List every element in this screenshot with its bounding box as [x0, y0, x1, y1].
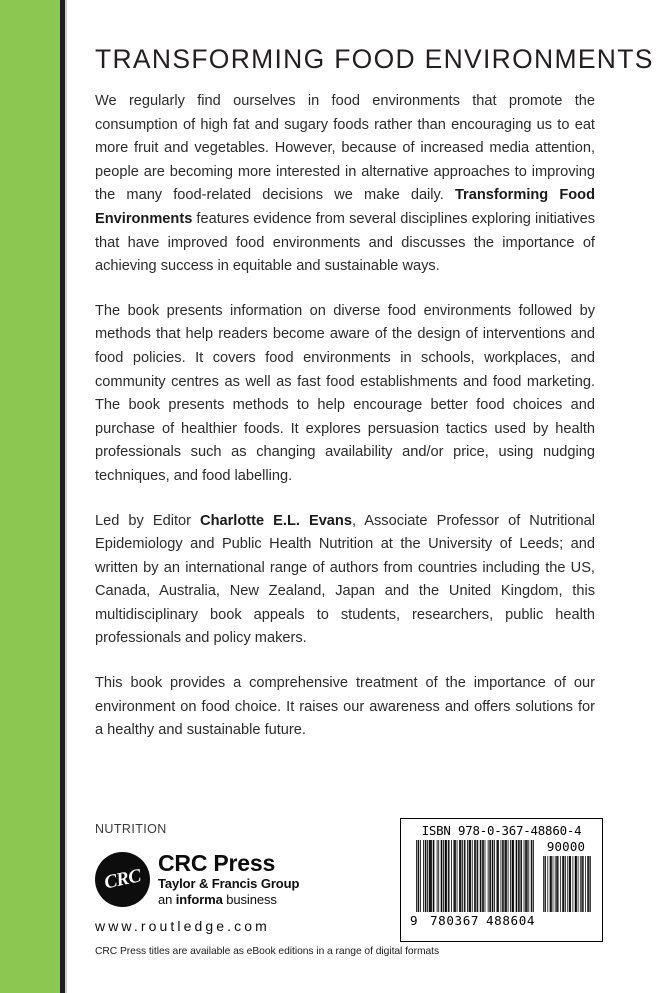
isbn-barcode-box	[400, 818, 603, 942]
barcode-addon-digits: 90000	[546, 839, 586, 854]
page-title: TRANSFORMING FOOD ENVIRONMENTS	[95, 44, 654, 74]
publisher-informa-line	[158, 892, 299, 908]
blurb-paragraph: We regularly find ourselves in food environments that promote the consumption of high fat and sugary foods rather than encouraging us to eat more fruit and vegetables. However, because of increased media attention, people are becoming more interested in alternative approaches to improving the many food-related decisions we make daily. Transforming Food Environments features evidence from several disciplines exploring initiatives that have improved food environments and discusses the importance of achieving success in equitable and sustainable ways.	[95, 93, 595, 275]
informa-prefix: an	[158, 892, 176, 907]
spine-green-strip	[0, 0, 60, 993]
barcode-right-group: 488604	[486, 913, 536, 928]
publisher-name: CRC Press	[158, 850, 276, 876]
publisher-website[interactable]: www.routledge.com	[95, 918, 270, 934]
isbn-number-label: ISBN 978-0-367-48860-4	[421, 823, 582, 838]
ean5-addon-barcode-graphic	[543, 856, 591, 912]
blurb-paragraph: Led by Editor Charlotte E.L. Evans, Associate Professor of Nutritional Epidemiology and Public Health Nutrition at the University of Leeds; and written by an international range of authors from countries including the US, Canada, Australia, New Zealand, Japan and the United Kingdom, this multidisciplinary book appeals to students, researchers, public health professionals and policy makers.	[95, 512, 596, 647]
imprint-text-block	[158, 850, 299, 908]
barcode-lead-digit: 9	[410, 913, 418, 928]
blurb-paragraph: The book presents information on diverse food environments followed by methods that help readers become aware of the design of interventions and food policies. It covers food environments in schools, workplaces, and community centres as well as fast food establishments and food marketing. The book presents methods to help encourage better food choices and purchase of healthier foods. It explores persuasion tactics used by health professionals such as changing availability and/or price, using nudging techniques, and food labelling.	[95, 302, 595, 484]
subject-category-label: NUTRITION	[95, 822, 167, 836]
crc-logo-icon	[95, 852, 150, 907]
crc-logo-text: CRC	[102, 864, 143, 894]
blurb-text-block	[95, 90, 595, 743]
ebook-availability-note: CRC Press titles are available as eBook editions in a range of digital formats	[95, 946, 440, 957]
barcode-bars-row	[408, 840, 595, 912]
publisher-group: Taylor & Francis Group	[158, 876, 300, 891]
ean13-barcode-graphic	[416, 840, 534, 912]
spine-edge-shadow	[65, 0, 67, 993]
barcode-human-readable-digits	[408, 913, 595, 927]
informa-suffix: business	[222, 892, 277, 907]
blurb-paragraph: This book provides a comprehensive treatment of the importance of our environment on food choice. It raises our awareness and offers solutions for a healthy and sustainable future.	[95, 675, 595, 739]
informa-brand: informa	[175, 892, 223, 907]
barcode-left-group: 780367	[430, 913, 480, 928]
